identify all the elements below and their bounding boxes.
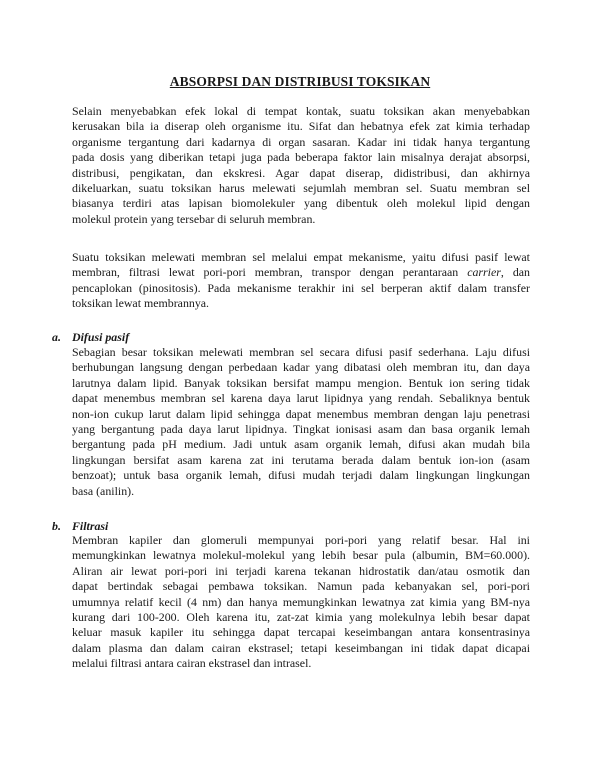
text-line: non-ion cukup larut dalam lipid sehingga dapat menembus membran dengan laju penetrasi (72, 406, 530, 421)
text-line (72, 265, 530, 280)
text-line: biasanya terdiri atas lapisan biomolekuler yang dibentuk oleh molekul lipid dengan (72, 196, 530, 211)
text-line: Selain menyebabkan efek lokal di tempat kontak, suatu toksikan akan menyebabkan (72, 104, 530, 118)
text-line: molekul protein yang tersebar di seluruh membran. (72, 211, 316, 226)
text-line: lingkungan bersifat asam karena zat ini terutama berada dalam bentuk ion-ion (asam (72, 452, 530, 467)
text-line: bergantung pada pH medium. Jadi untuk asam organik lemah, difusi akan mudah bila (72, 437, 530, 452)
intro-paragraph (72, 104, 530, 227)
text-line: Membran kapiler dan glomeruli mempunyai pori-pori yang relatif besar. Hal ini (72, 533, 530, 547)
text-line: distribusi, pengikatan, dan ekskresi. Agar dapat diserap, didistribusi, dan akhirnya (72, 165, 530, 180)
text-line: pada dosis yang diberikan tetapi juga pada beberapa faktor lain misalnya derajat absorpsi, (72, 150, 530, 165)
text-segment: membran, filtrasi lewat pori-pori membran, transpor dengan perantaraan (72, 265, 468, 280)
text-line: dapat bertindak sebagai pembawa toksikan. Namun pada kebanyakan sel, pori-pori (72, 579, 530, 594)
text-line: pencaplokan (pinositosis). Pada mekanisme terakhir ini sel berperan aktif dalam transfer (72, 280, 530, 295)
text-line: dikeluarkan, suatu toksikan harus melewati sejumlah membran sel. Suatu membran sel (72, 181, 530, 196)
section-title: Filtrasi (72, 519, 109, 533)
text-line: yang bergantung pada daya larut lipidnya. Tingkat ionisasi asam dan basa organik lemah (72, 422, 530, 437)
section-number: b. (52, 519, 61, 533)
text-line: Aliran air lewat pori-pori ini terjadi karena tekanan hidrostatik dan/atau osmotik dan (72, 563, 530, 578)
filtrasi-paragraph (72, 533, 530, 672)
section-heading-difusi-pasif (52, 330, 129, 345)
section-title: Difusi pasif (72, 330, 130, 344)
text-line: dapat menembus membran sel karena daya larut lipidnya yang rendah. Sebaliknya bentuk (72, 391, 530, 406)
text-line: dalam plasma dan dalam cairan ekstrasel; tetapi keseimbangan ini tidak dapat dicapai (72, 640, 530, 655)
text-line: melalui filtrasi antara cairan ekstrasel dan intrasel. (72, 656, 312, 671)
text-line: larutnya dalam lipid. Banyak toksikan bersifat mampu mengion. Bentuk ion sering tidak (72, 375, 530, 390)
difusi-pasif-paragraph (72, 345, 530, 499)
text-segment: , dan (500, 265, 530, 280)
text-line: keluar masuk kapiler itu sehingga dapat tercapai keseimbangan antara konsentrasinya (72, 625, 530, 640)
text-line: berhubungan langsung dengan perbedaan kadar yang dibatasi oleh membran itu, dan daya (72, 360, 530, 375)
section-heading-filtrasi (52, 519, 108, 534)
text-line: memungkinkan lewatnya molekul-molekul yang lebih besar pula (albumin, BM=60.000). (72, 548, 530, 563)
text-line: organisme tergantung dari kadarnya di organ sasaran. Kadar ini tidak hanya tergantung (72, 134, 530, 149)
document-title: ABSORPSI DAN DISTRIBUSI TOKSIKAN (169, 74, 431, 89)
text-line: toksikan lewat membrannya. (72, 296, 210, 311)
text-line: kerusakan bila ia diserap oleh organisme itu. Sifat dan hebatnya efek zat kimia terhadap (72, 119, 530, 134)
text-line: benzoat); untuk basa organik lemah, difusi mudah terjadi dalam lingkungan lingkungan (72, 468, 530, 483)
text-line: umumnya relatif kecil (4 nm) dan hanya memungkinkan lewatnya zat kimia yang BM-nya (72, 594, 530, 609)
section-number: a. (52, 330, 61, 344)
text-line: kurang dari 100-200. Oleh karena itu, zat-zat kimia yang molekulnya lebih besar dapat (72, 610, 530, 625)
italic-term: carrier (467, 265, 501, 280)
text-line: Sebagian besar toksikan melewati membran sel secara difusi pasif sederhana. Laju difusi (72, 345, 530, 359)
mechanisms-paragraph (72, 250, 530, 312)
text-line: Suatu toksikan melewati membran sel melalui empat mekanisme, yaitu difusi pasif lewat (72, 250, 530, 264)
text-line: basa (anilin). (72, 483, 135, 498)
